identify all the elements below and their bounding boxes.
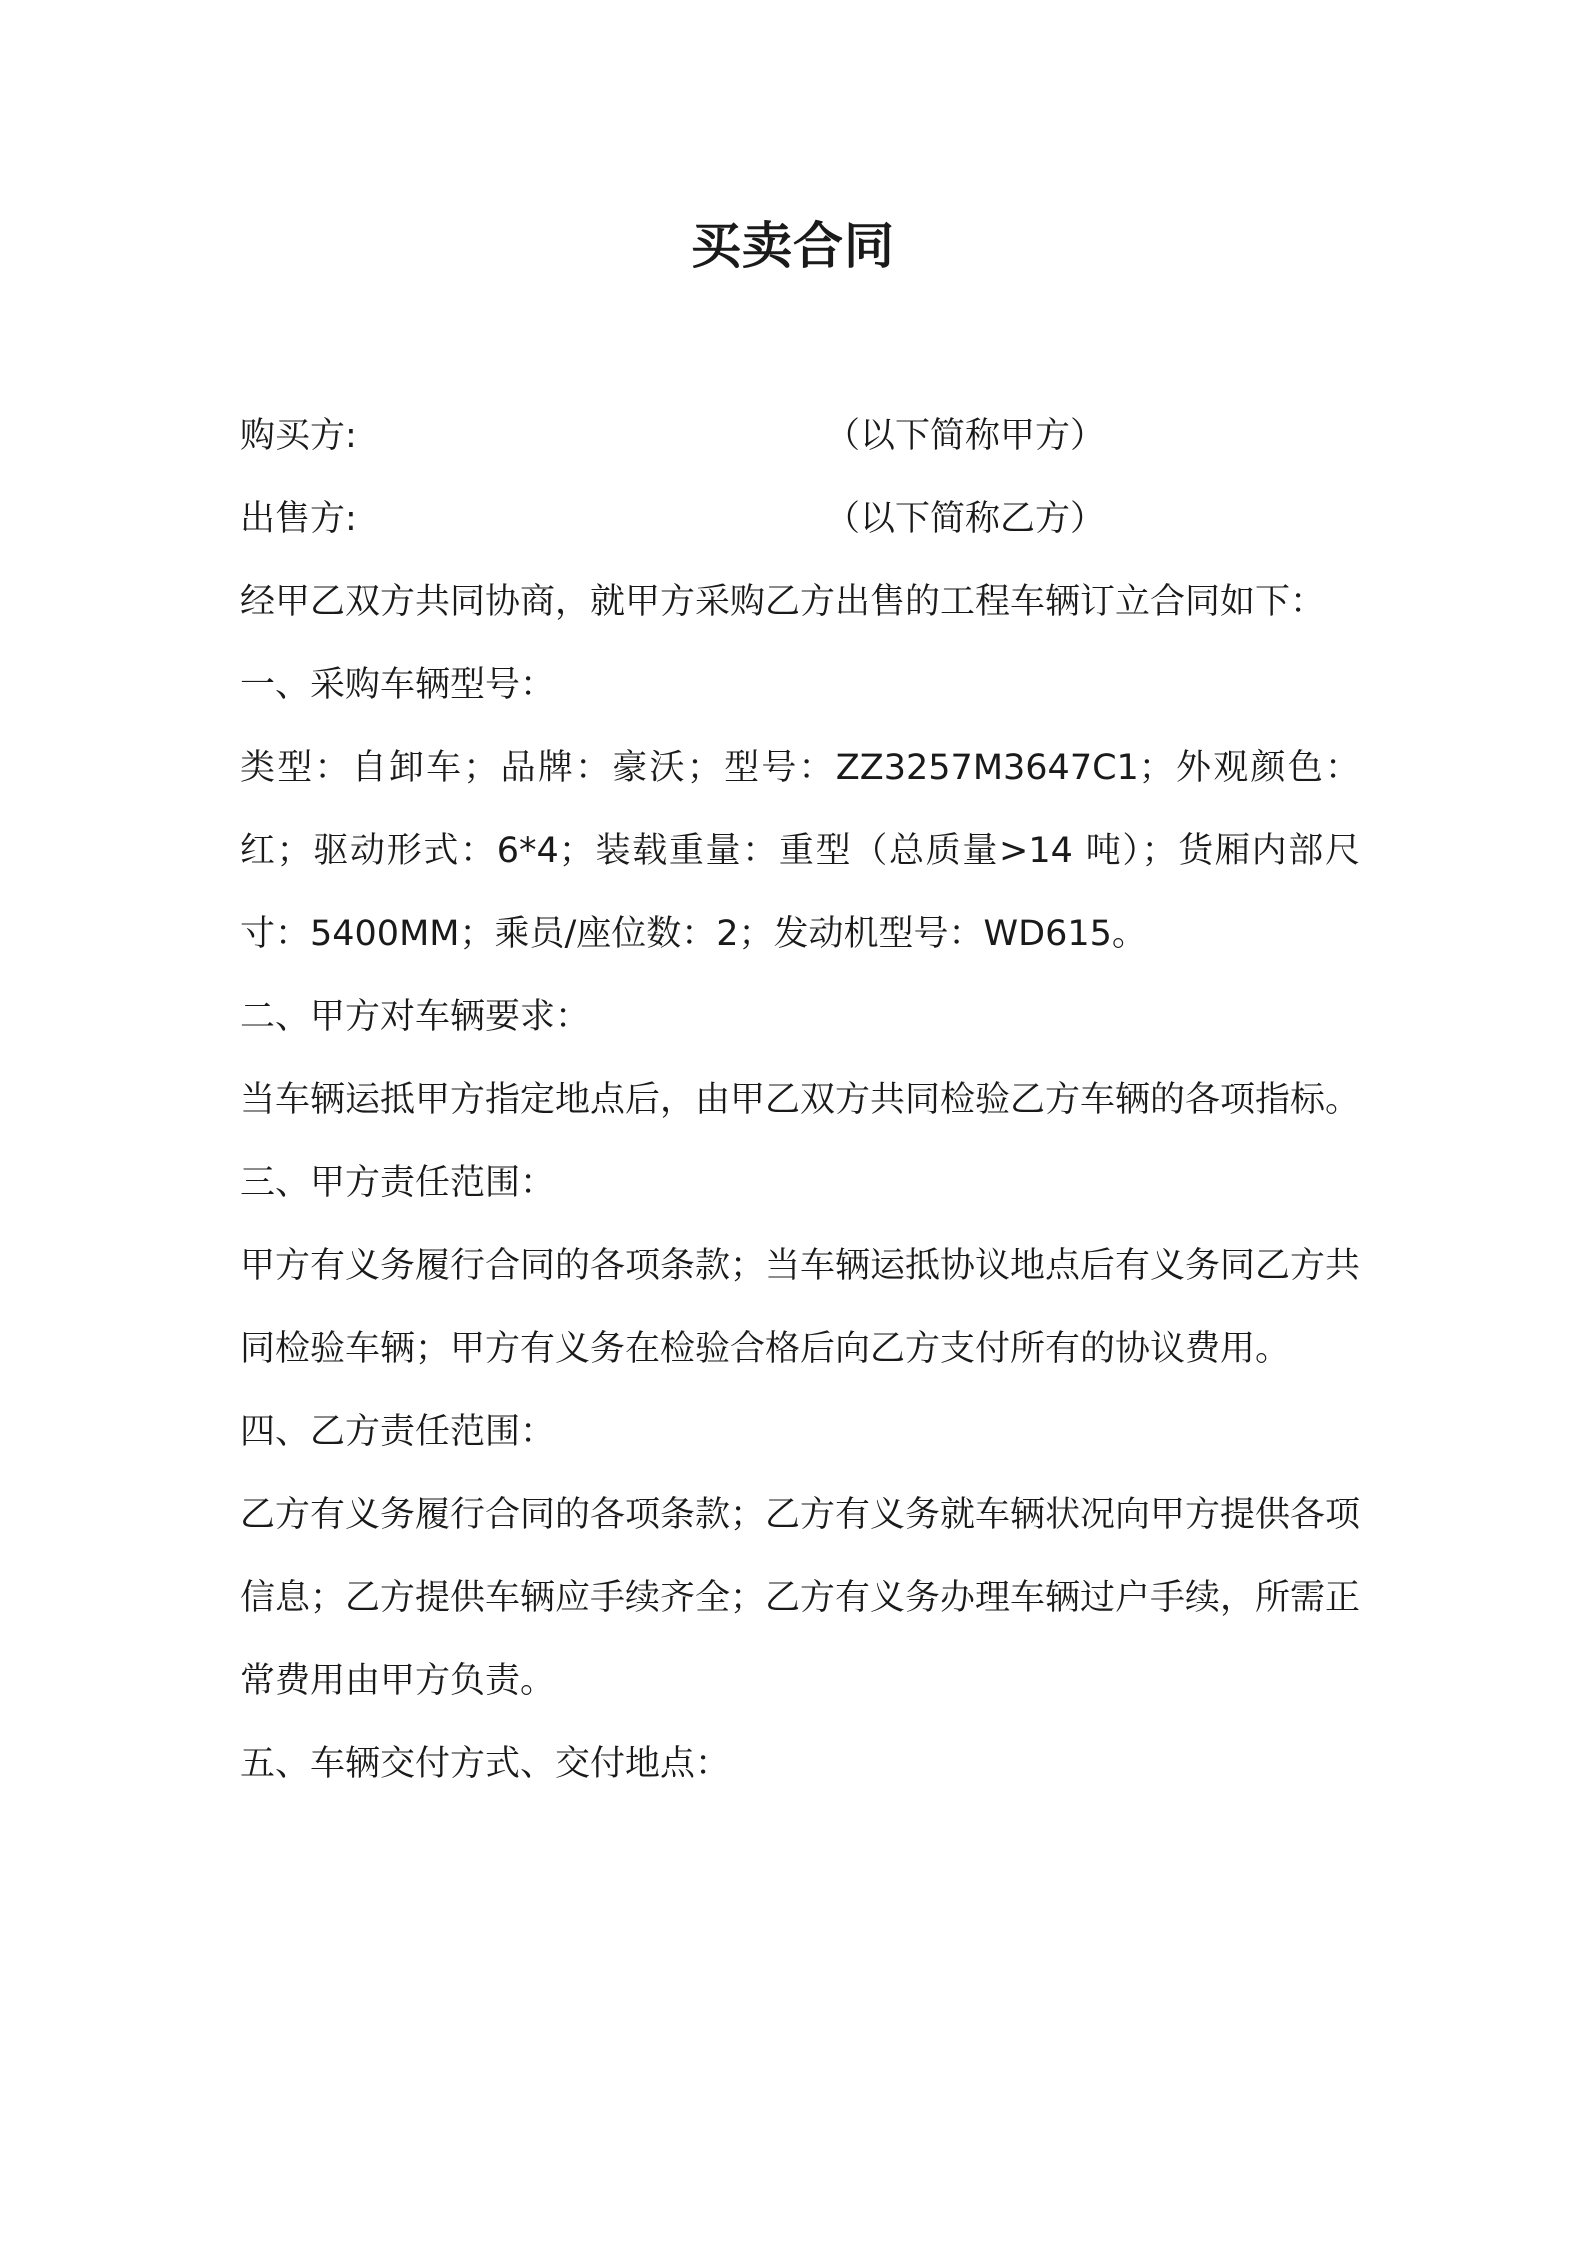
- section-heading-1: 一、采购车辆型号：: [240, 665, 556, 705]
- section-body-1: 类型：自卸车；品牌：豪沃；型号：ZZ3257M3647C1；外观颜色：红；驱动形式：6*4；装载重量：重型（总质量>14 吨）；货厢内部尺寸：5400MM；乘员/座位数：2；发动机型号：WD615。: [240, 748, 1360, 954]
- buyer-label: 购买方:: [240, 416, 357, 456]
- section-body-3: 甲方有义务履行合同的各项条款；当车辆运抵协议地点后有义务同乙方共同检验车辆；甲方有义务在检验合格后向乙方支付所有的协议费用。: [240, 1246, 1361, 1369]
- seller-label: 出售方:: [240, 499, 357, 539]
- buyer-note: （以下简称甲方）: [825, 416, 1106, 456]
- section-heading-5: 五、车辆交付方式、交付地点：: [240, 1744, 731, 1784]
- seller-line: [240, 478, 1360, 561]
- section-heading-2: 二、甲方对车辆要求：: [240, 997, 591, 1037]
- section-heading-3: 三、甲方责任范围：: [240, 1163, 556, 1203]
- buyer-line: [240, 395, 1360, 478]
- section-body-4: 乙方有义务履行合同的各项条款；乙方有义务就车辆状况向甲方提供各项信息；乙方提供车辆应手续齐全；乙方有义务办理车辆过户手续，所需正常费用由甲方负责。: [240, 1495, 1361, 1701]
- contract-body: [240, 395, 1360, 1806]
- document-title: 买卖合同: [691, 217, 895, 275]
- seller-note: （以下简称乙方）: [825, 499, 1106, 539]
- section-body-2: 当车辆运抵甲方指定地点后，由甲乙双方共同检验乙方车辆的各项指标。: [240, 1080, 1361, 1120]
- section-heading-4: 四、乙方责任范围：: [240, 1412, 556, 1452]
- intro-paragraph: 经甲乙双方共同协商，就甲方采购乙方出售的工程车辆订立合同如下：: [240, 582, 1326, 622]
